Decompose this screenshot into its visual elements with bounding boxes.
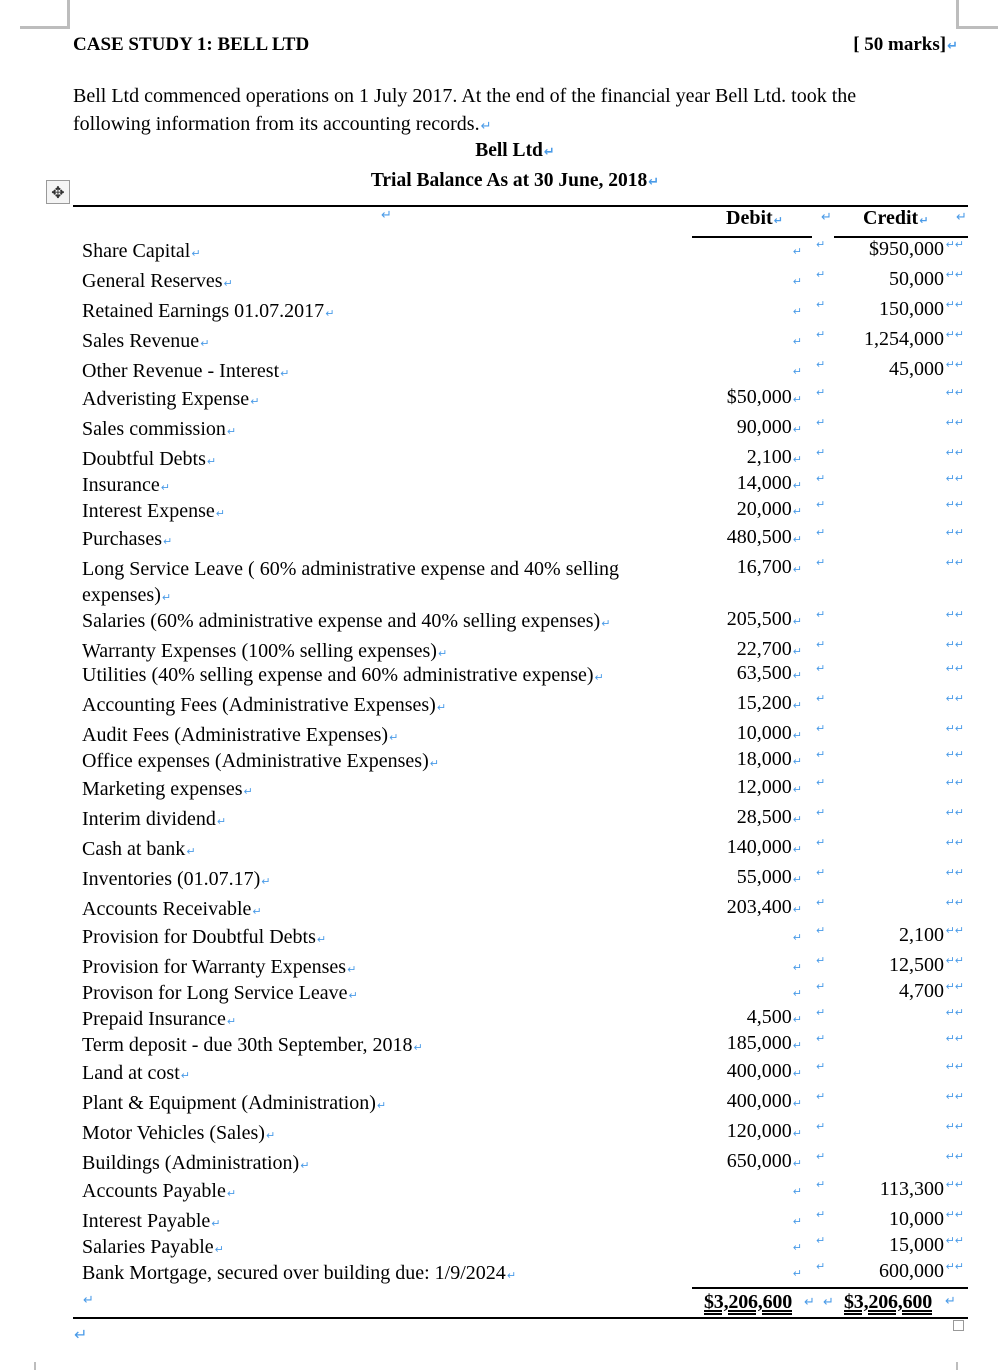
cell-mark-icon: ↵ [325, 307, 335, 320]
cell-mark-icon: ↵ [252, 905, 262, 918]
cell-mark-icon: ↵ [816, 1208, 826, 1221]
cell-mark-icon: ↵ [215, 507, 225, 520]
cell-mark-icon: ↵ [792, 1185, 802, 1198]
cell-mark-icon: ↵↵ [945, 556, 964, 569]
cell-mark-icon: ↵ [389, 731, 399, 744]
cell-mark-icon: ↵↵ [945, 896, 964, 909]
account-name: Motor Vehicles (Sales)↵ [82, 1122, 276, 1144]
credit-amount: 2,100 [899, 924, 944, 946]
credit-amount: 150,000 [879, 298, 944, 320]
cell-mark-icon: ↵ [792, 505, 802, 518]
cell-mark-icon: ↵↵ [945, 416, 964, 429]
account-name: Accounting Fees (Administrative Expenses)↵ [82, 694, 447, 716]
crop-mark-top-left [20, 0, 70, 29]
debit-amount: 12,000↵ [736, 776, 802, 798]
paragraph-mark-icon: ↵ [480, 119, 492, 134]
account-name: Utilities (40% selling expense and 60% administrative expense)↵ [82, 664, 604, 686]
debit-amount: 400,000↵ [726, 1060, 802, 1082]
cell-mark-icon: ↵↵ [945, 1260, 964, 1273]
credit-amount: $950,000 [869, 238, 944, 260]
cell-mark-icon: ↵ [816, 556, 826, 569]
cell-mark-icon: ↵ [816, 1260, 826, 1273]
debit-amount [792, 1178, 802, 1201]
cell-mark-icon: ↵↵ [945, 638, 964, 651]
intro-line-2: following information from its accounting records.↵ [73, 113, 492, 135]
account-name: Provision for Warranty Expenses↵ [82, 956, 357, 978]
cell-mark-icon: ↵ [186, 845, 196, 858]
account-name: Warranty Expenses (100% selling expenses)↵ [82, 640, 448, 662]
debit-amount [792, 238, 802, 261]
credit-amount: 15,000 [889, 1234, 944, 1256]
cell-mark-icon: ↵ [348, 989, 358, 1002]
account-name: Land at cost↵ [82, 1062, 190, 1084]
paragraph-mark-icon: ↵ [74, 1325, 88, 1344]
account-name: Doubtful Debts↵ [82, 448, 217, 470]
account-name: General Reserves↵ [82, 270, 233, 292]
debit-amount: 120,000↵ [726, 1120, 802, 1142]
debit-amount: 14,000↵ [736, 472, 802, 494]
cell-mark-icon: ↵ [601, 617, 611, 630]
paragraph-mark-icon: ↵ [947, 39, 958, 54]
cell-mark-icon: ↵ [792, 1097, 802, 1110]
debit-amount: 22,700↵ [736, 638, 802, 660]
cell-mark-icon: ↵ [816, 806, 826, 819]
account-name: Plant & Equipment (Administration)↵ [82, 1092, 387, 1114]
cell-mark-icon: ↵ [792, 645, 802, 658]
cell-mark-icon: ↵ [792, 453, 802, 466]
cell-mark-icon: ↵ [792, 699, 802, 712]
debit-amount: 10,000↵ [736, 722, 802, 744]
paragraph-mark-icon: ↵ [648, 175, 660, 190]
cell-mark-icon: ↵ [816, 748, 826, 761]
credit-amount: 113,300 [879, 1178, 944, 1200]
cell-mark-icon: ↵ [316, 933, 327, 946]
debit-amount [792, 298, 802, 321]
debit-amount: 2,100↵ [746, 446, 802, 468]
account-name: Adveristing Expense↵ [82, 388, 260, 410]
cell-mark-icon: ↵ [919, 214, 929, 227]
cell-mark-icon: ↵ [823, 1295, 834, 1310]
debit-amount: 140,000↵ [726, 836, 802, 858]
cell-mark-icon: ↵ [792, 479, 802, 492]
cell-mark-icon: ↵ [792, 275, 802, 288]
intro-line-1: Bell Ltd commenced operations on 1 July 2017. At the end of the financial year Bell Ltd. took the [73, 85, 857, 107]
cell-mark-icon: ↵↵ [945, 498, 964, 511]
cell-mark-icon: ↵↵ [945, 1060, 964, 1073]
account-name: Share Capital↵ [82, 240, 201, 262]
cell-mark-icon: ↵ [816, 638, 826, 651]
cell-mark-icon: ↵ [180, 1069, 190, 1082]
debit-amount: $50,000↵ [726, 386, 802, 408]
report-title: Trial Balance As at 30 June, 2018↵ [370, 170, 660, 191]
account-name: Salaries (60% administrative expense and 40% selling expenses)↵ [82, 610, 611, 632]
cell-mark-icon: ↵ [773, 214, 783, 227]
cell-mark-icon: ↵↵ [945, 692, 964, 705]
account-name: Bank Mortgage, secured over building due: 1/9/2024↵ [82, 1262, 517, 1284]
paragraph-mark-icon: ↵ [543, 145, 555, 160]
cell-mark-icon: ↵ [792, 873, 802, 886]
cell-mark-icon: ↵ [816, 662, 826, 675]
cell-mark-icon: ↵ [816, 692, 826, 705]
credit-amount: 10,000 [889, 1208, 944, 1230]
debit-amount: 400,000↵ [726, 1090, 802, 1112]
cell-mark-icon: ↵ [280, 367, 290, 380]
cell-mark-icon: ↵ [816, 954, 826, 967]
debit-amount: 18,000↵ [736, 748, 802, 770]
cell-mark-icon: ↵↵ [945, 328, 964, 341]
cell-mark-icon: ↵ [436, 701, 447, 714]
cell-mark-icon: ↵ [816, 446, 826, 459]
cell-mark-icon: ↵ [506, 1269, 517, 1282]
cell-mark-icon: ↵ [792, 1241, 802, 1254]
company-title: Bell Ltd↵ [475, 140, 555, 161]
cell-mark-icon: ↵↵ [945, 1150, 964, 1163]
cell-mark-icon: ↵↵ [945, 722, 964, 735]
debit-amount: 650,000↵ [726, 1150, 802, 1172]
debit-amount [792, 980, 802, 1003]
cell-mark-icon: ↵ [945, 1294, 956, 1309]
debit-total: $3,206,600 [704, 1291, 793, 1313]
credit-column-header: Credit↵ [863, 207, 929, 229]
cell-mark-icon: ↵↵ [945, 472, 964, 485]
cell-mark-icon: ↵ [792, 1013, 802, 1026]
case-study-heading [73, 34, 958, 60]
cell-mark-icon: ↵ [792, 783, 802, 796]
cell-mark-icon: ↵ [792, 335, 802, 348]
account-name: Prepaid Insurance↵ [82, 1008, 237, 1030]
account-name: Accounts Payable↵ [82, 1180, 237, 1202]
cell-mark-icon: ↵ [816, 498, 826, 511]
cell-mark-icon: ↵ [381, 208, 392, 223]
cell-mark-icon: ↵ [816, 1032, 826, 1045]
crop-mark-bottom-left [34, 1362, 36, 1370]
debit-amount [792, 328, 802, 351]
account-name: Term deposit - due 30th September, 2018↵ [82, 1034, 423, 1056]
cell-mark-icon: ↵ [792, 755, 802, 768]
cell-mark-icon: ↵ [816, 268, 826, 281]
account-name: Sales commission↵ [82, 418, 237, 440]
cell-mark-icon: ↵ [792, 961, 802, 974]
account-name: Accounts Receivable↵ [82, 898, 262, 920]
cell-mark-icon: ↵ [161, 591, 172, 604]
cell-mark-icon: ↵↵ [945, 1090, 964, 1103]
cell-mark-icon: ↵ [223, 277, 233, 290]
cell-mark-icon: ↵ [816, 386, 826, 399]
cell-mark-icon: ↵↵ [945, 1120, 964, 1133]
account-name: Sales Revenue↵ [82, 330, 210, 352]
cell-mark-icon: ↵ [792, 903, 802, 916]
cell-mark-icon: ↵ [792, 1215, 802, 1228]
cell-mark-icon: ↵↵ [945, 1006, 964, 1019]
debit-amount: 20,000↵ [736, 498, 802, 520]
cell-mark-icon: ↵ [816, 608, 826, 621]
cell-mark-icon: ↵ [206, 455, 217, 468]
table-top-border [73, 205, 968, 207]
case-study-title: CASE STUDY 1: BELL LTD [73, 34, 310, 55]
credit-amount: 50,000 [889, 268, 944, 290]
cell-mark-icon: ↵ [243, 785, 253, 798]
cell-mark-icon: ↵ [160, 481, 170, 494]
cell-mark-icon: ↵ [792, 669, 802, 682]
debit-amount: 63,500↵ [736, 662, 802, 684]
account-name: Salaries Payable↵ [82, 1236, 224, 1258]
cell-mark-icon: ↵ [347, 963, 357, 976]
cell-mark-icon: ↵↵ [945, 954, 964, 967]
cell-mark-icon: ↵ [792, 423, 802, 436]
debit-amount [792, 268, 802, 291]
cell-mark-icon: ↵ [226, 1187, 237, 1200]
debit-amount: 203,400↵ [726, 896, 802, 918]
table-bottom-border [73, 1317, 968, 1319]
debit-amount: 205,500↵ [726, 608, 802, 630]
cell-mark-icon: ↵ [816, 328, 826, 341]
totals-top-border [692, 1287, 968, 1289]
credit-amount: 12,500 [889, 954, 944, 976]
credit-amount: 45,000 [889, 358, 944, 380]
cell-mark-icon: ↵ [226, 1015, 237, 1028]
cell-mark-icon: ↵↵ [945, 806, 964, 819]
account-name: Provision for Doubtful Debts↵ [82, 926, 327, 948]
cell-mark-icon: ↵ [792, 533, 802, 546]
cell-mark-icon: ↵ [804, 1295, 815, 1310]
account-name: Marketing expenses↵ [82, 778, 253, 800]
debit-amount: 90,000↵ [736, 416, 802, 438]
debit-amount [792, 924, 802, 947]
account-name: Provison for Long Service Leave↵ [82, 982, 358, 1004]
account-name: Interim dividend↵ [82, 808, 227, 830]
cell-mark-icon: ↵↵ [945, 866, 964, 879]
account-name: Purchases↵ [82, 528, 173, 550]
cell-mark-icon: ↵ [816, 1178, 826, 1191]
cell-mark-icon: ↵ [956, 210, 967, 225]
debit-amount [792, 1234, 802, 1257]
account-name: Interest Expense↵ [82, 500, 225, 522]
crop-mark-bottom-right [956, 1362, 958, 1370]
cell-mark-icon: ↵↵ [945, 1208, 964, 1221]
cell-mark-icon: ↵↵ [945, 446, 964, 459]
cell-mark-icon: ↵ [792, 1127, 802, 1140]
cell-mark-icon: ↵ [816, 722, 826, 735]
marks-label: [ 50 marks]↵ [853, 34, 958, 55]
cell-mark-icon: ↵ [816, 472, 826, 485]
cell-mark-icon: ↵ [792, 615, 802, 628]
cell-mark-icon: ↵ [250, 395, 260, 408]
cell-mark-icon: ↵ [226, 425, 237, 438]
cell-mark-icon: ↵ [816, 298, 826, 311]
cell-mark-icon: ↵↵ [945, 924, 964, 937]
cell-mark-icon: ↵ [261, 875, 271, 888]
account-name: Office expenses (Administrative Expenses)↵ [82, 750, 439, 772]
cell-mark-icon: ↵ [816, 238, 826, 251]
cell-mark-icon: ↵ [816, 1090, 826, 1103]
account-name: Inventories (01.07.17)↵ [82, 868, 271, 890]
cell-mark-icon: ↵↵ [945, 358, 964, 371]
cell-mark-icon: ↵ [816, 924, 826, 937]
table-resize-handle[interactable] [953, 1320, 964, 1331]
cell-mark-icon: ↵ [792, 1267, 802, 1280]
account-name: Other Revenue - Interest↵ [82, 360, 290, 382]
cell-mark-icon: ↵↵ [945, 1234, 964, 1247]
account-name: Insurance↵ [82, 474, 170, 496]
cell-mark-icon: ↵↵ [945, 1178, 964, 1191]
cell-mark-icon: ↵ [792, 813, 802, 826]
debit-amount: 15,200↵ [736, 692, 802, 714]
debit-amount: 185,000↵ [726, 1032, 802, 1054]
cell-mark-icon: ↵ [792, 305, 802, 318]
credit-amount: 4,700 [899, 980, 944, 1002]
cell-mark-icon: ↵ [376, 1099, 387, 1112]
cell-mark-icon: ↵ [821, 210, 832, 225]
intro-paragraph [73, 82, 963, 141]
cell-mark-icon: ↵ [265, 1129, 276, 1142]
cell-mark-icon: ↵↵ [945, 776, 964, 789]
account-name: Long Service Leave ( 60% administrative expense and 40% selling expenses)↵ [82, 558, 620, 606]
cell-mark-icon: ↵ [792, 365, 802, 378]
cell-mark-icon: ↵ [413, 1041, 423, 1054]
cell-mark-icon: ↵ [816, 1120, 826, 1133]
cell-mark-icon: ↵ [792, 1157, 802, 1170]
cell-mark-icon: ↵↵ [945, 298, 964, 311]
cell-mark-icon: ↵ [594, 671, 604, 684]
cell-mark-icon: ↵ [816, 1150, 826, 1163]
cell-mark-icon: ↵ [437, 647, 448, 660]
cell-mark-icon: ↵ [816, 1234, 826, 1247]
cell-mark-icon: ↵ [816, 358, 826, 371]
account-name: Interest Payable↵ [82, 1210, 221, 1232]
cell-mark-icon: ↵ [792, 563, 802, 576]
debit-amount: 55,000↵ [736, 866, 802, 888]
credit-amount: 600,000 [879, 1260, 944, 1282]
debit-amount [792, 358, 802, 381]
debit-amount: 4,500↵ [746, 1006, 802, 1028]
cell-mark-icon: ↵ [792, 843, 802, 856]
cell-mark-icon: ↵↵ [945, 980, 964, 993]
cell-mark-icon: ↵↵ [945, 748, 964, 761]
debit-amount: 28,500↵ [736, 806, 802, 828]
cell-mark-icon: ↵↵ [945, 526, 964, 539]
cell-mark-icon: ↵ [211, 1217, 221, 1230]
cell-mark-icon: ↵ [83, 1293, 94, 1308]
crop-mark-top-right [956, 0, 998, 29]
cell-mark-icon: ↵ [429, 757, 439, 770]
cell-mark-icon: ↵ [162, 535, 173, 548]
cell-mark-icon: ↵ [816, 836, 826, 849]
cell-mark-icon: ↵ [200, 337, 210, 350]
cell-mark-icon: ↵ [792, 1067, 802, 1080]
cell-mark-icon: ↵ [792, 1039, 802, 1052]
account-name: Retained Earnings 01.07.2017↵ [82, 300, 335, 322]
cell-mark-icon: ↵ [214, 1243, 224, 1256]
cell-mark-icon: ↵↵ [945, 836, 964, 849]
cell-mark-icon: ↵ [792, 393, 802, 406]
debit-amount [792, 1208, 802, 1231]
cell-mark-icon: ↵ [816, 526, 826, 539]
cell-mark-icon: ↵↵ [945, 386, 964, 399]
cell-mark-icon: ↵ [816, 980, 826, 993]
debit-amount: 480,500↵ [726, 526, 802, 548]
account-name: Buildings (Administration)↵ [82, 1152, 310, 1174]
cell-mark-icon: ↵↵ [945, 268, 964, 281]
cell-mark-icon: ↵ [816, 416, 826, 429]
table-move-handle-icon[interactable]: ✥ [46, 180, 70, 204]
cell-mark-icon: ↵↵ [945, 1032, 964, 1045]
cell-mark-icon: ↵ [300, 1159, 310, 1172]
cell-mark-icon: ↵↵ [945, 662, 964, 675]
cell-mark-icon: ↵ [216, 815, 227, 828]
cell-mark-icon: ↵ [792, 245, 802, 258]
cell-mark-icon: ↵ [792, 729, 802, 742]
debit-column-header: Debit↵ [726, 207, 783, 229]
credit-total: $3,206,600 [844, 1291, 933, 1313]
debit-amount [792, 954, 802, 977]
debit-amount: 16,700↵ [736, 556, 802, 578]
cell-mark-icon: ↵ [816, 1006, 826, 1019]
cell-mark-icon: ↵ [191, 247, 201, 260]
cell-mark-icon: ↵↵ [945, 238, 964, 251]
cell-mark-icon: ↵ [792, 931, 802, 944]
account-name: Audit Fees (Administrative Expenses)↵ [82, 724, 399, 746]
cell-mark-icon: ↵ [792, 987, 802, 1000]
cell-mark-icon: ↵ [816, 1060, 826, 1073]
debit-amount [792, 1260, 802, 1283]
cell-mark-icon: ↵↵ [945, 608, 964, 621]
cell-mark-icon: ↵ [816, 776, 826, 789]
cell-mark-icon: ↵ [816, 866, 826, 879]
account-name: Cash at bank↵ [82, 838, 196, 860]
credit-amount: 1,254,000 [864, 328, 944, 350]
cell-mark-icon: ↵ [816, 896, 826, 909]
